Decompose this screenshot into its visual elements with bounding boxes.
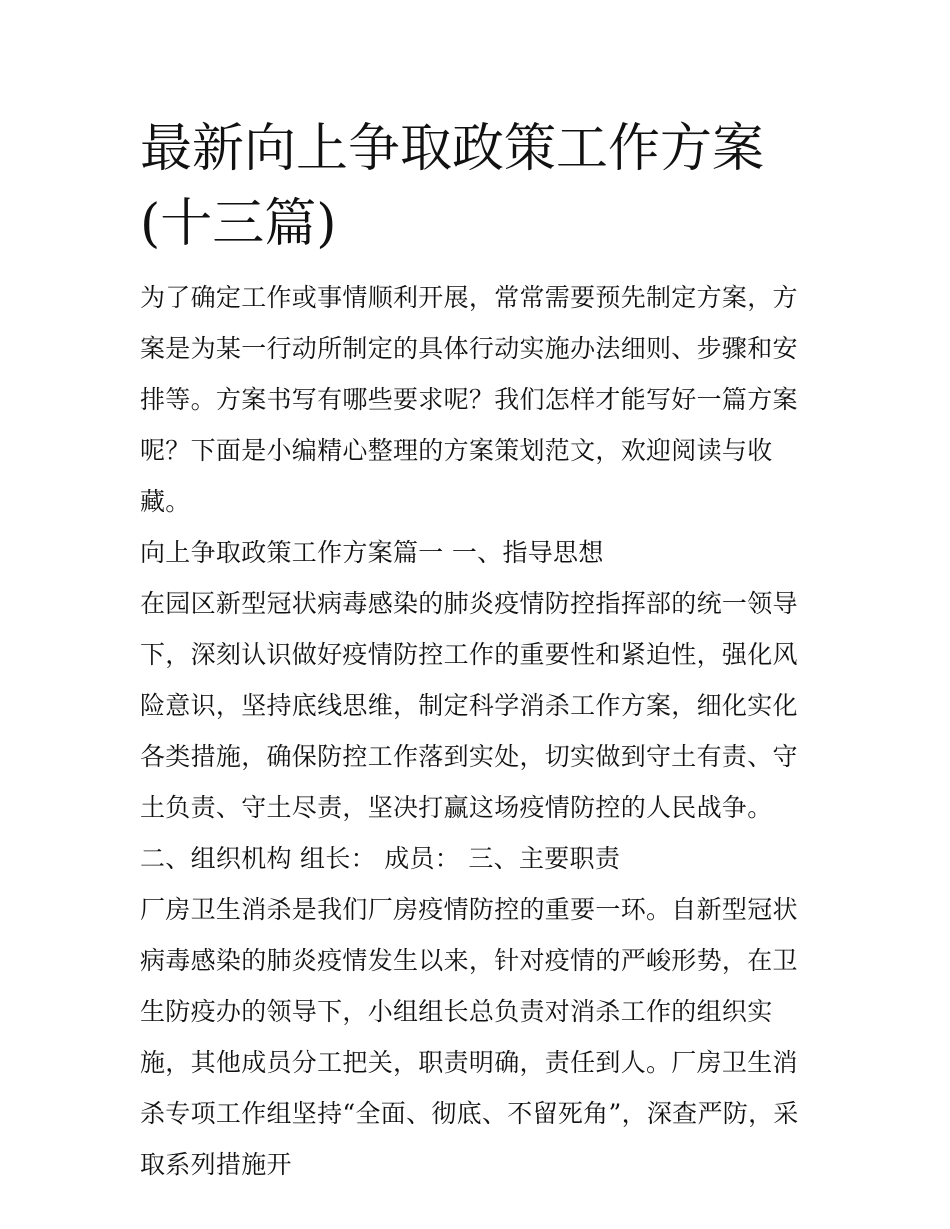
paragraph-guiding-thought: 在园区新型冠状病毒感染的肺炎疫情防控指挥部的统一领导下，深刻认识做好疫情防控工作的重要性和紧迫性，强化风险意识，坚持底线思维，制定科学消杀工作方案，细化实化各类措施，确保防控工作落到实处，切实做到守土有责、守土负责、守土尽责，坚决打赢这场疫情防控的人民战争。 [140,589,798,822]
paragraph-section-heading-1: 向上争取政策工作方案篇一 一、指导思想 [140,538,604,567]
paragraph-main-duties: 厂房卫生消杀是我们厂房疫情防控的重要一环。自新型冠状病毒感染的肺炎疫情发生以来，针对疫情的严峻形势，在卫生防疫办的领导下，小组组长总负责对消杀工作的组织实施，其他成员分工把关，职责明确，责任到人。厂房卫生消杀专项工作组坚持“全面、彻底、不留死角”，深查严防，采取系列措施开 [140,895,799,1179]
paragraph-section-heading-2: 二、组织机构 组长： 成员： 三、主要职责 [140,844,621,873]
document-title: 最新向上争取政策工作方案(十三篇) [140,119,765,254]
paragraph-intro: 为了确定工作或事情顺利开展，常常需要预先制定方案，方案是为某一行动所制定的具体行动实施办法细则、步骤和安排等。方案书写有哪些要求呢？我们怎样才能写好一篇方案呢？下面是小编精心整理的方案策划范文，欢迎阅读与收藏。 [140,283,798,516]
document-body [140,112,820,1190]
